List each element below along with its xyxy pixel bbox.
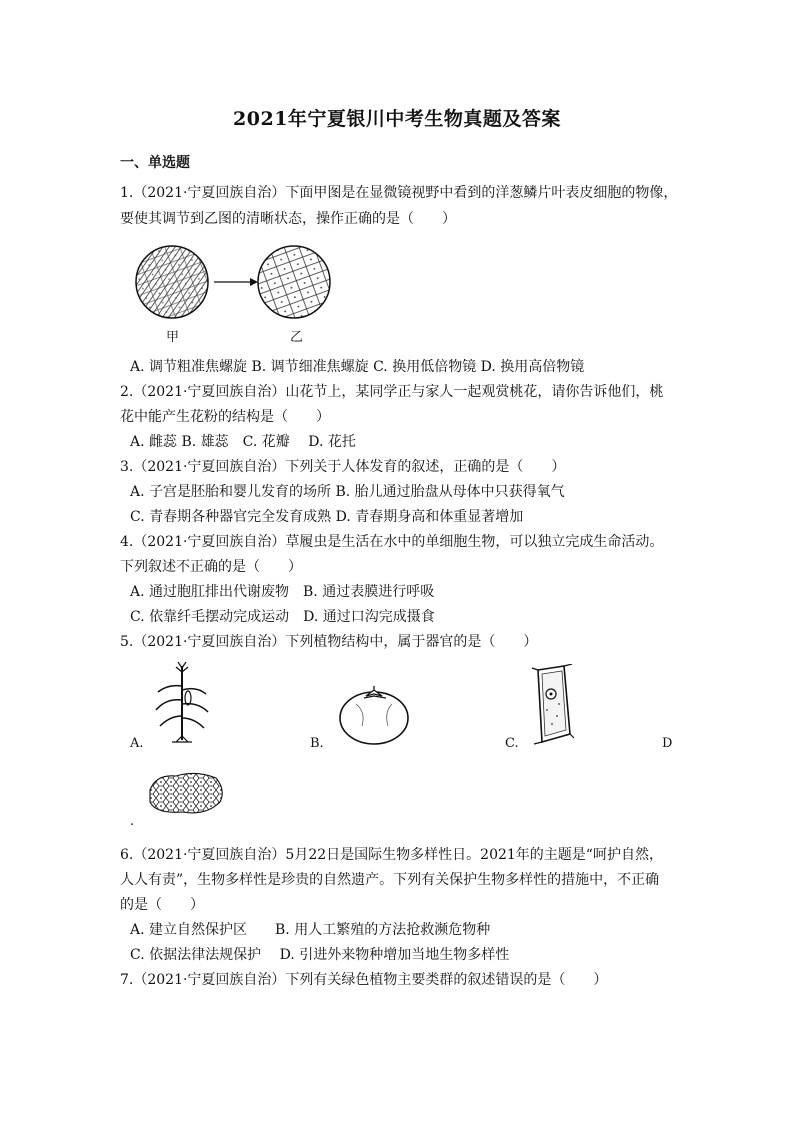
q6-stem-line2: 人人有责”，生物多样性是珍贵的自然遗产。下列有关保护生物多样性的措施中，不正确 bbox=[120, 872, 660, 888]
q2-stem-line1: 2.（2021·宁夏回族自治）山花节上，某同学正与家人一起观赏桃花，请你告诉他们，桃 bbox=[120, 384, 664, 400]
q1-options: A. 调节粗准焦螺旋 B. 调节细准焦螺旋 C. 换用低倍物镜 D. 换用高倍物镜 bbox=[130, 359, 585, 375]
tomato-image bbox=[336, 682, 412, 746]
q6-options-row2: C. 依据法律法规保护 D. 引进外来物种增加当地生物多样性 bbox=[130, 947, 510, 963]
q5-stem-line1: 5.（2021·宁夏回族自治）下列植物结构中，属于器官的是（ ） bbox=[120, 634, 538, 650]
q1-stem-line2: 要使其调节到乙图的清晰状态，操作正确的是（ ） bbox=[120, 211, 456, 227]
q2-options: A. 雌蕊 B. 雄蕊 C. 花瓣 D. 花托 bbox=[130, 434, 356, 450]
q5-trailing-dot: . bbox=[130, 814, 135, 829]
blurry-view-circle bbox=[134, 244, 214, 324]
q4-options-row1: A. 通过胞肛排出代谢废物 B. 通过表膜进行呼吸 bbox=[130, 584, 435, 600]
arrow-icon bbox=[214, 278, 258, 286]
q1-microscope-figure bbox=[134, 244, 338, 344]
q5-label-c: C. bbox=[505, 736, 519, 751]
plant-cell-image bbox=[530, 664, 574, 746]
q6-options-row1: A. 建立自然保护区 B. 用人工繁殖的方法抢救濒危物种 bbox=[130, 922, 491, 938]
clear-view-circle bbox=[254, 244, 334, 324]
q7-stem-line1: 7.（2021·宁夏回族自治）下列有关绿色植物主要类群的叙述错误的是（ ） bbox=[120, 972, 608, 988]
page-title: 2021年宁夏银川中考生物真题及答案 bbox=[233, 108, 561, 130]
q3-options-row2: C. 青春期各种器官完全发育成熟 D. 青春期身高和体重显著增加 bbox=[130, 509, 524, 525]
q6-stem-line1: 6.（2021·宁夏回族自治）5月22日是国际生物多样性日。2021年的主题是“呵护自然， bbox=[120, 847, 663, 863]
q4-options-row2: C. 依靠纤毛摆动完成运动 D. 通过口沟完成摄食 bbox=[130, 609, 435, 625]
q1-stem-line1: 1.（2021·宁夏回族自治）下面甲图是在显微镜视野中看到的洋葱鳞片叶表皮细胞的物像， bbox=[120, 185, 678, 201]
q4-stem-line1: 4.（2021·宁夏回族自治）草履虫是生活在水中的单细胞生物，可以独立完成生命活动。 bbox=[120, 534, 664, 550]
section-heading: 一、单选题 bbox=[120, 155, 190, 171]
q3-options-row1: A. 子宫是胚胎和婴儿发育的场所 B. 胎儿通过胎盘从母体中只获得氧气 bbox=[130, 484, 565, 500]
q4-stem-line2: 下列叙述不正确的是（ ） bbox=[120, 559, 302, 575]
q5-label-b: B. bbox=[310, 736, 324, 751]
q5-label-d: D bbox=[662, 736, 673, 751]
q6-stem-line3: 的是（ ） bbox=[120, 897, 204, 913]
q1-caption-jia: 甲 bbox=[166, 330, 180, 345]
q2-stem-line2: 花中能产生花粉的结构是（ ） bbox=[120, 409, 330, 425]
q3-stem-line1: 3.（2021·宁夏回族自治）下列关于人体发育的叙述，正确的是（ ） bbox=[120, 459, 566, 475]
q1-caption-yi: 乙 bbox=[290, 330, 304, 345]
q5-label-a: A. bbox=[130, 736, 144, 751]
tissue-cells-image bbox=[146, 770, 226, 816]
corn-plant-image bbox=[152, 662, 212, 744]
